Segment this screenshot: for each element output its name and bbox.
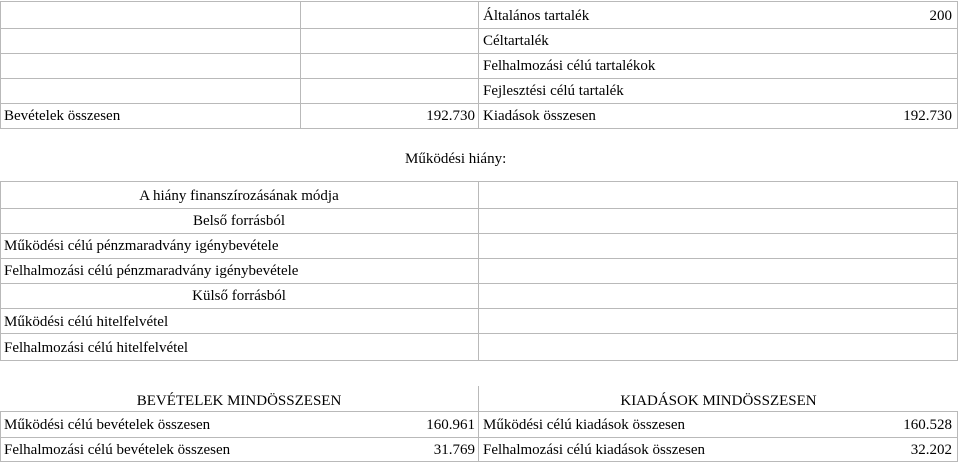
operating-expense-total-label: Működési célú kiadások összesen [483, 417, 686, 433]
capital-cash-surplus-item: Felhalmozási célú pénzmaradvány igénybevétele [4, 263, 299, 279]
capital-expense-total-label: Felhalmozási célú kiadások összesen [483, 442, 706, 458]
operating-cash-surplus-item: Működési célú pénzmaradvány igénybevétele [4, 238, 279, 254]
operating-loan-item: Működési célú hitelfelvétel [4, 314, 169, 330]
revenue-grand-total-heading: BEVÉTELEK MINDÖSSZESEN [136, 393, 342, 409]
expense-total-value: 192.730 [903, 108, 952, 124]
revenue-total-value: 192.730 [426, 108, 475, 124]
revenue-total-label: Bevételek összesen [4, 108, 121, 124]
operating-revenue-total-value: 160.961 [426, 417, 475, 433]
reserve-development-label: Fejlesztési célú tartalék [483, 83, 624, 99]
expense-grand-total-heading: KIADÁSOK MINDÖSSZESEN [620, 393, 817, 409]
external-sources-heading: Külső forrásból [192, 288, 286, 304]
reserve-capital-label: Felhalmozási célú tartalékok [483, 58, 656, 74]
operating-revenue-total-label: Működési célú bevételek összesen [4, 417, 211, 433]
capital-loan-item: Felhalmozási célú hitelfelvétel [4, 340, 189, 356]
operating-expense-total-value: 160.528 [903, 417, 952, 433]
expense-total-label: Kiadások összesen [483, 108, 596, 124]
internal-sources-heading: Belső forrásból [192, 213, 286, 229]
reserve-target-label: Céltartalék [483, 33, 549, 49]
capital-revenue-total-value: 31.769 [433, 442, 475, 458]
financing-title: A hiány finanszírozásának módja [139, 188, 339, 204]
reserve-general-value: 200 [929, 8, 952, 24]
capital-revenue-total-label: Felhalmozási célú bevételek összesen [4, 442, 231, 458]
deficit-label: Működési hiány: [405, 151, 507, 167]
reserve-general-label: Általános tartalék [483, 8, 590, 24]
capital-expense-total-value: 32.202 [910, 442, 952, 458]
